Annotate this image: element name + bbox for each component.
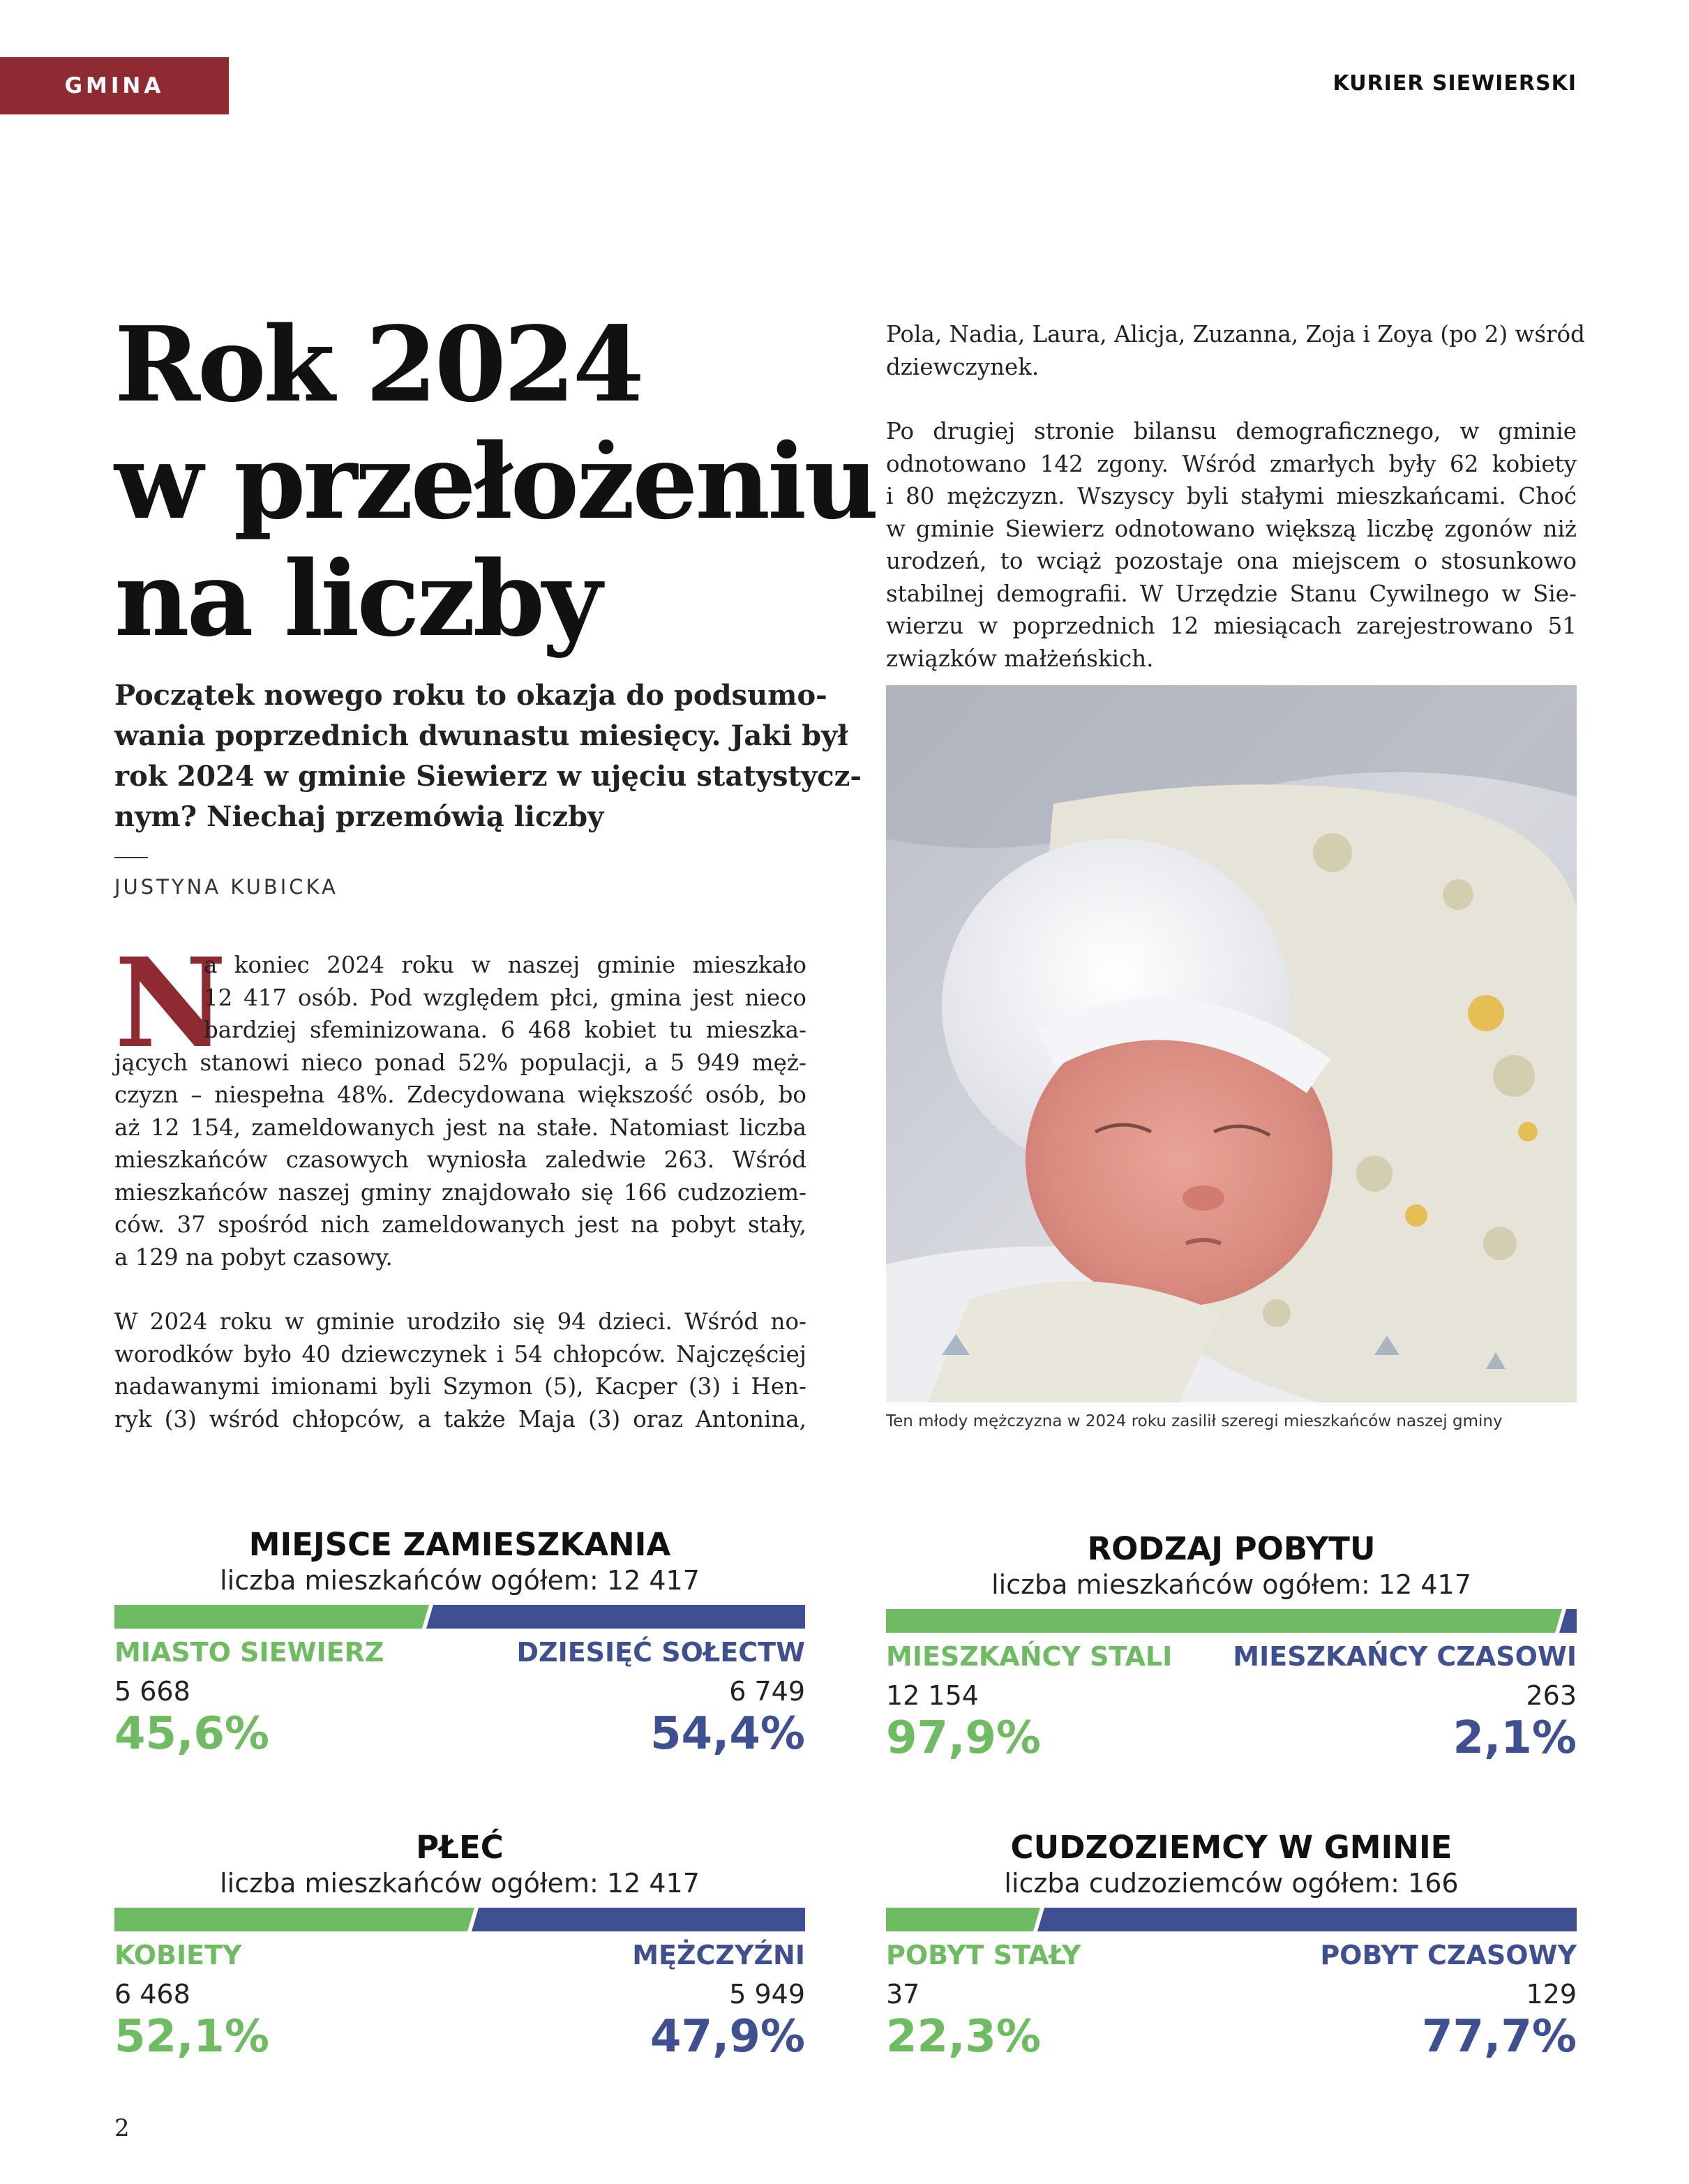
author-divider (114, 857, 148, 858)
stat-right-percent: 2,1% (1452, 1712, 1577, 1764)
stat-split-bar (886, 1609, 1577, 1633)
bar-segment-left (886, 1609, 1562, 1633)
stat-left-value: 12 154 (886, 1680, 979, 1711)
stat-left-label: MIASTO SIEWIERZ (114, 1637, 384, 1668)
stat-right-label: DZIESIĘĆ SOŁECTW (516, 1637, 805, 1668)
stat-right-value: 129 (1526, 1979, 1577, 2010)
body-line: a 129 na pobyt czasowy. (114, 1243, 393, 1271)
bar-segment-left (114, 1908, 474, 1931)
split-bar-svg (886, 1609, 1577, 1633)
stat-right-percent: 77,7% (1421, 2011, 1577, 2063)
lead-line: nym? Niechaj przemówią liczby (114, 800, 604, 833)
stat-right-percent: 47,9% (650, 2011, 805, 2063)
lead-line: Początek nowego roku to okazja do podsumo- (114, 679, 827, 712)
stat-left-percent: 45,6% (114, 1708, 270, 1760)
body-line: worodków było 40 dziewczynek i 54 chłopców. Najczęściej (114, 1340, 806, 1368)
stat-right-percent: 54,4% (650, 1708, 805, 1760)
page-number: 2 (114, 2114, 130, 2142)
photo-caption: Ten młody mężczyzna w 2024 roku zasilił szeregi mieszkańców naszej gminy (886, 1412, 1503, 1430)
stat-subtitle: liczba cudzoziemców ogółem: 166 (1004, 1868, 1459, 1899)
body-line: Pola, Nadia, Laura, Alicja, Zuzanna, Zoja i Zoya (po 2) wśród (886, 321, 1585, 347)
split-bar-svg (114, 1908, 805, 1931)
stat-right-value: 5 949 (729, 1979, 805, 2010)
stat-block-foreigners (886, 1828, 1577, 2070)
stat-title: PŁEĆ (416, 1829, 504, 1866)
stat-split-bar (886, 1908, 1577, 1931)
stat-left-label: KOBIETY (114, 1940, 242, 1970)
body-line: w gminie Siewierz odnotowano większą liczbę zgonów niż (886, 515, 1577, 542)
body-line: jących stanowi nieco ponad 52% populacji, a 5 949 męż- (114, 1049, 806, 1076)
drop-cap: N (114, 931, 227, 1075)
stat-subtitle: liczba mieszkańców ogółem: 12 417 (220, 1565, 700, 1596)
bar-segment-right (426, 1605, 805, 1629)
split-bar-svg (114, 1605, 805, 1629)
stat-block-residence-type (886, 1529, 1577, 1771)
stat-left-percent: 22,3% (886, 2011, 1042, 2063)
stat-split-bar (114, 1908, 805, 1931)
headline (114, 304, 876, 659)
body-line: dziewczynek. (886, 353, 1039, 380)
author-byline: JUSTYNA KUBICKA (114, 875, 338, 899)
stat-left-value: 5 668 (114, 1676, 190, 1707)
stat-right-label: POBYT CZASOWY (1320, 1940, 1577, 1970)
body-line: 12 417 osób. Pod względem płci, gmina jest nieco (204, 984, 806, 1011)
lead-line: wania poprzednich dwunastu miesięcy. Jaki był (114, 719, 848, 752)
stat-left-label: MIESZKAŃCY STALI (886, 1641, 1173, 1672)
bar-segment-right (472, 1908, 805, 1931)
body-line: ców. 37 spośród nich zameldowanych jest na pobyt stały, (114, 1211, 806, 1238)
split-bar-svg (886, 1908, 1577, 1931)
lead-line: rok 2024 w gminie Siewierz w ujęciu statystycz- (114, 760, 862, 793)
body-line: odnotowano 142 zgony. Wśród zmarłych były 62 kobiety (886, 450, 1577, 477)
body-line: nadawanymi imionami byli Szymon (5), Kacper (3) i Hen- (114, 1373, 806, 1400)
section-tag: GMINA (0, 57, 229, 114)
bar-segment-right (1559, 1609, 1577, 1633)
stat-right-label: MIESZKAŃCY CZASOWI (1233, 1641, 1577, 1672)
stat-left-value: 37 (886, 1979, 920, 2010)
bar-segment-right (1037, 1908, 1577, 1931)
stat-split-bar (114, 1605, 805, 1629)
headline-line: w przełożeniu (114, 421, 876, 542)
stat-right-value: 6 749 (729, 1676, 805, 1707)
stat-right-value: 263 (1526, 1680, 1577, 1711)
body-line: bardziej sfeminizowana. 6 468 kobiet tu mieszka- (204, 1017, 806, 1043)
body-line: i 80 mężczyzn. Wszyscy byli stałymi mieszkańcami. Choć (886, 483, 1577, 509)
stat-right-label: MĘŻCZYŹNI (632, 1940, 805, 1970)
stat-left-label: POBYT STAŁY (886, 1940, 1081, 1970)
lead-paragraph (114, 675, 862, 837)
stat-left-percent: 52,1% (114, 2011, 270, 2063)
body-line: a koniec 2024 roku w naszej gminie mieszkało (204, 952, 806, 978)
stat-subtitle: liczba mieszkańców ogółem: 12 417 (991, 1569, 1471, 1600)
bar-segment-left (114, 1605, 429, 1629)
newborn-photo (886, 685, 1577, 1403)
body-line: mieszkańców czasowych wyniosła zaledwie 263. Wśród (114, 1146, 806, 1173)
stat-title: MIEJSCE ZAMIESZKANIA (248, 1526, 671, 1563)
body-column-left (114, 931, 806, 1435)
body-line: Po drugiej stronie bilansu demograficznego, w gminie (886, 418, 1577, 444)
body-line: związków małżeńskich. (886, 645, 1154, 672)
stat-subtitle: liczba mieszkańców ogółem: 12 417 (220, 1868, 700, 1899)
body-line: stabilnej demografii. W Urzędzie Stanu Cywilnego w Sie- (886, 580, 1577, 607)
headline-line: Rok 2024 (114, 304, 642, 425)
body-line: ryk (3) wśród chłopców, a także Maja (3) oraz Antonina, (114, 1405, 806, 1433)
stat-title: CUDZOZIEMCY W GMINIE (1010, 1829, 1452, 1866)
body-line: urodzeń, to wciąż pozostaje ona miejscem o stosunkowo (886, 548, 1577, 574)
body-line: aż 12 154, zameldowanych jest na stałe. Natomiast liczba (114, 1114, 806, 1141)
stat-block-residence (114, 1525, 805, 1767)
body-column-right (886, 318, 1585, 675)
masthead: KURIER SIEWIERSKI (1333, 71, 1577, 96)
body-line: wierzu w poprzednich 12 miesiącach zarejestrowano 51 (886, 613, 1577, 639)
bar-segment-left (886, 1908, 1040, 1931)
stat-left-percent: 97,9% (886, 1712, 1042, 1764)
body-line: mieszkańców naszej gminy znajdowało się 166 cudzoziem- (114, 1179, 806, 1206)
body-line: czyzn – niespełna 48%. Zdecydowana większość osób, bo (114, 1082, 806, 1108)
stat-left-value: 6 468 (114, 1979, 190, 2010)
stat-title: RODZAJ POBYTU (1087, 1530, 1376, 1567)
body-line: W 2024 roku w gminie urodziło się 94 dzieci. Wśród no- (114, 1308, 806, 1335)
headline-line: na liczby (114, 538, 600, 659)
stat-block-gender (114, 1828, 805, 2070)
